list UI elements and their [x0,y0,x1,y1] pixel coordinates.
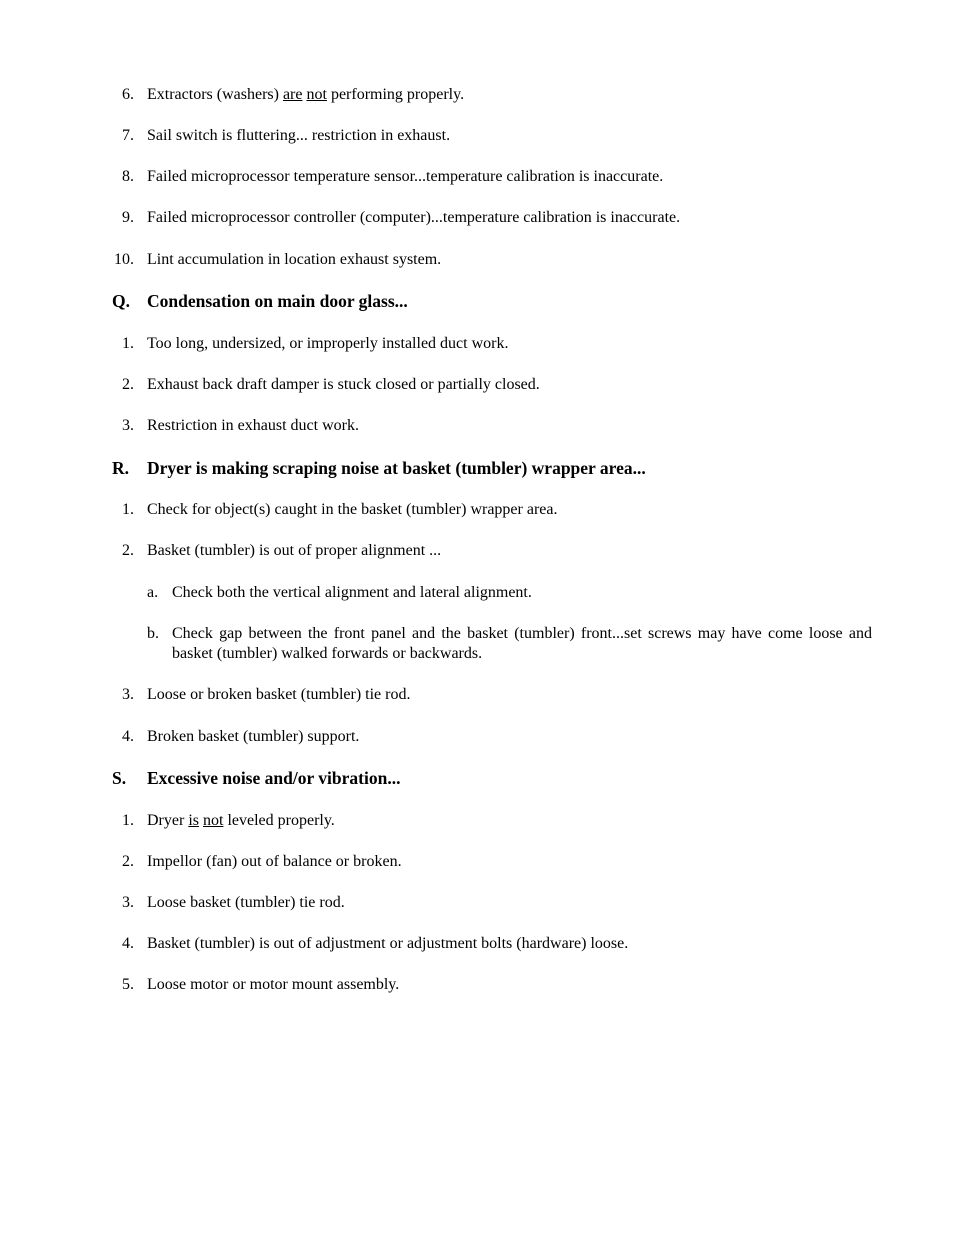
section-letter: S. [112,768,127,788]
section-title: Condensation on main door glass... [147,291,408,311]
item-number: 2. [122,542,134,559]
item-letter: a. [147,584,159,601]
item-number: 3. [122,417,134,434]
item-number: 2. [122,853,134,870]
item-text: Extractors (washers) are not performing properly. [147,86,465,103]
item-text: Too long, undersized, or improperly installed duct work. [147,335,509,352]
item-text: Sail switch is fluttering... restriction in exhaust. [147,127,451,144]
item-text: Basket (tumbler) is out of adjustment or adjustment bolts (hardware) loose. [147,935,629,952]
item-text: Exhaust back draft damper is stuck closed or partially closed. [147,376,540,393]
item-text: Loose basket (tumbler) tie rod. [147,894,345,911]
item-number: 7. [122,127,134,144]
item-text: Check for object(s) caught in the basket (tumbler) wrapper area. [147,501,558,518]
item-number: 6. [122,86,134,103]
item-text: Check gap between the front panel and the basket (tumbler) front...set screws may have come loose and basket (tumbler) walked forwards or backwards. [172,625,872,662]
item-number: 1. [122,335,134,352]
underlined-word: not [306,86,327,103]
item-text: Failed microprocessor temperature sensor...temperature calibration is inaccurate. [147,168,664,185]
section-letter: R. [112,458,130,478]
underlined-word: is [188,812,199,829]
item-number: 1. [122,501,134,518]
item-text: Dryer is not leveled properly. [147,812,335,829]
item-text: Lint accumulation in location exhaust system. [147,251,442,268]
item-text: Impellor (fan) out of balance or broken. [147,853,402,870]
item-text: Restriction in exhaust duct work. [147,417,359,434]
underlined-word: are [282,86,303,103]
item-number: 4. [122,728,134,745]
item-text: Failed microprocessor controller (computer)...temperature calibration is inaccurate. [147,209,681,226]
section-letter: Q. [112,291,130,311]
item-text: Basket (tumbler) is out of proper alignment ... [147,542,442,559]
item-number: 9. [122,209,134,226]
item-number: 8. [122,168,134,185]
item-number: 10. [114,251,134,268]
section-title: Dryer is making scraping noise at basket (tumbler) wrapper area... [147,458,646,478]
item-number: 3. [122,894,134,911]
item-text: Loose motor or motor mount assembly. [147,976,400,993]
item-number: 4. [122,935,134,952]
item-number: 1. [122,812,134,829]
section-title: Excessive noise and/or vibration... [147,768,401,788]
item-text: Broken basket (tumbler) support. [147,728,360,745]
item-number: 5. [122,976,134,993]
item-text: Loose or broken basket (tumbler) tie rod. [147,686,411,703]
item-letter: b. [147,625,159,642]
underlined-word: not [202,812,224,829]
item-number: 2. [122,376,134,393]
item-text: Check both the vertical alignment and lateral alignment. [172,584,532,601]
item-number: 3. [122,686,134,703]
